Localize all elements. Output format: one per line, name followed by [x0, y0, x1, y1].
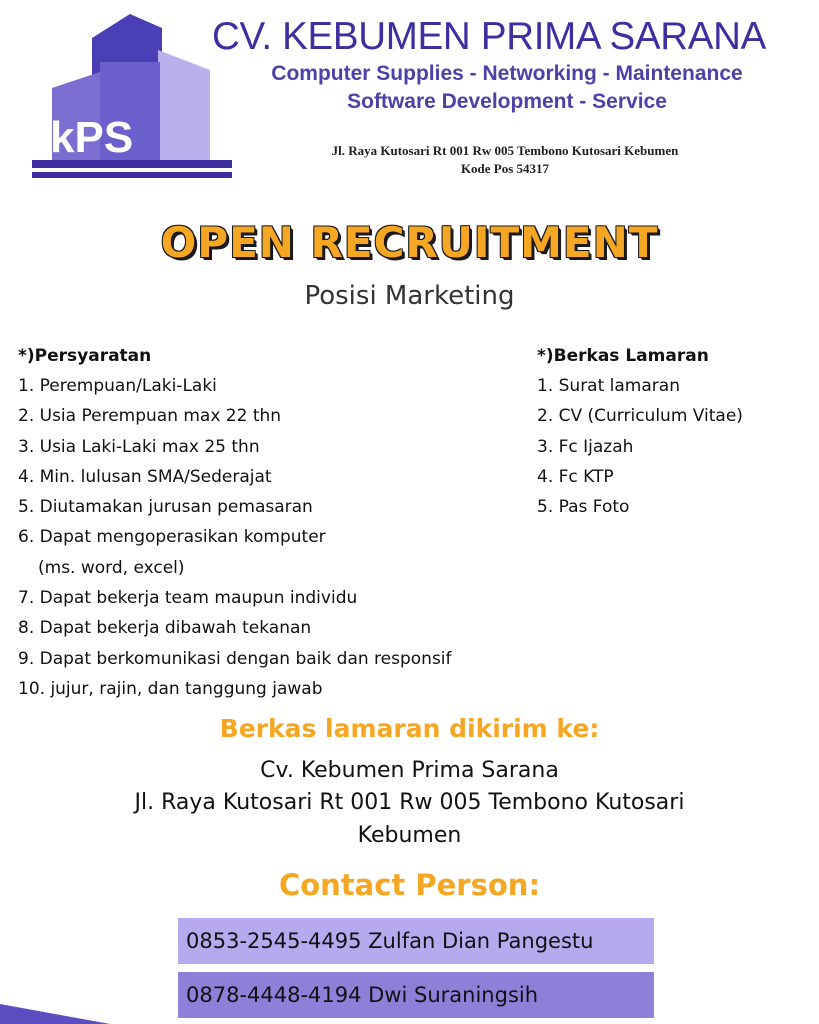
list-item: 7. Dapat bekerja team maupun individu [18, 588, 358, 609]
company-postcode: Kode Pos 54317 [460, 161, 550, 176]
position-subtitle: Posisi Marketing [304, 281, 515, 311]
send-to-address: Jl. Raya Kutosari Rt 001 Rw 005 Tembono Kutosari [134, 790, 685, 815]
logo-text: kPS [50, 113, 134, 162]
requirements-list [18, 341, 518, 704]
send-to-heading: Berkas lamaran dikirim ke: [219, 714, 600, 743]
contact-heading: Contact Person: [278, 868, 541, 902]
list-item: 9. Dapat berkomunikasi dengan baik dan responsif [18, 648, 452, 669]
list-item: 8. Dapat bekerja dibawah tekanan [18, 618, 312, 639]
company-logo [30, 10, 235, 182]
documents-heading: *)Berkas Lamaran [537, 346, 709, 366]
company-address: Jl. Raya Kutosari Rt 001 Rw 005 Tembono Kutosari Kebumen [331, 143, 679, 158]
contact-person-2: 0878-4448-4194 Dwi Suraningsih [178, 972, 654, 1018]
corner-decoration [0, 994, 120, 1024]
list-item: 4. Min. lulusan SMA/Sederajat [18, 466, 272, 487]
send-to-city: Kebumen [357, 823, 462, 848]
send-to-company: Cv. Kebumen Prima Sarana [260, 758, 559, 783]
list-item: 3. Usia Laki-Laki max 25 thn [18, 436, 260, 457]
page-title: OPEN RECRUITMENT [160, 218, 659, 267]
list-item: 1. Perempuan/Laki-Laki [18, 376, 217, 396]
list-item: 1. Surat lamaran [537, 376, 680, 396]
requirements-heading: *)Persyaratan [18, 346, 152, 366]
list-item: 10. jujur, rajin, dan tanggung jawab [18, 678, 323, 699]
list-item-continuation-text: (ms. word, excel) [38, 557, 185, 578]
list-item-continuation [18, 553, 518, 583]
company-tagline-1: Computer Supplies - Networking - Maintenance [271, 62, 743, 85]
list-item: 5. Pas Foto [537, 497, 630, 518]
list-item: 6. Dapat mengoperasikan komputer [18, 527, 326, 548]
list-item: 2. Usia Perempuan max 22 thn [18, 406, 282, 427]
list-item: 5. Diutamakan jurusan pemasaran [18, 497, 313, 518]
list-item: 4. Fc KTP [537, 466, 614, 487]
contact-person-1: 0853-2545-4495 Zulfan Dian Pangestu [178, 918, 654, 964]
company-name: CV. KEBUMEN PRIMA SARANA [212, 15, 767, 58]
list-item: 3. Fc Ijazah [537, 436, 634, 457]
company-tagline-2: Software Development - Service [347, 90, 667, 113]
documents-list [537, 341, 817, 522]
list-item: 2. CV (Curriculum Vitae) [537, 406, 743, 427]
logo-buildings-graphic [30, 10, 235, 182]
